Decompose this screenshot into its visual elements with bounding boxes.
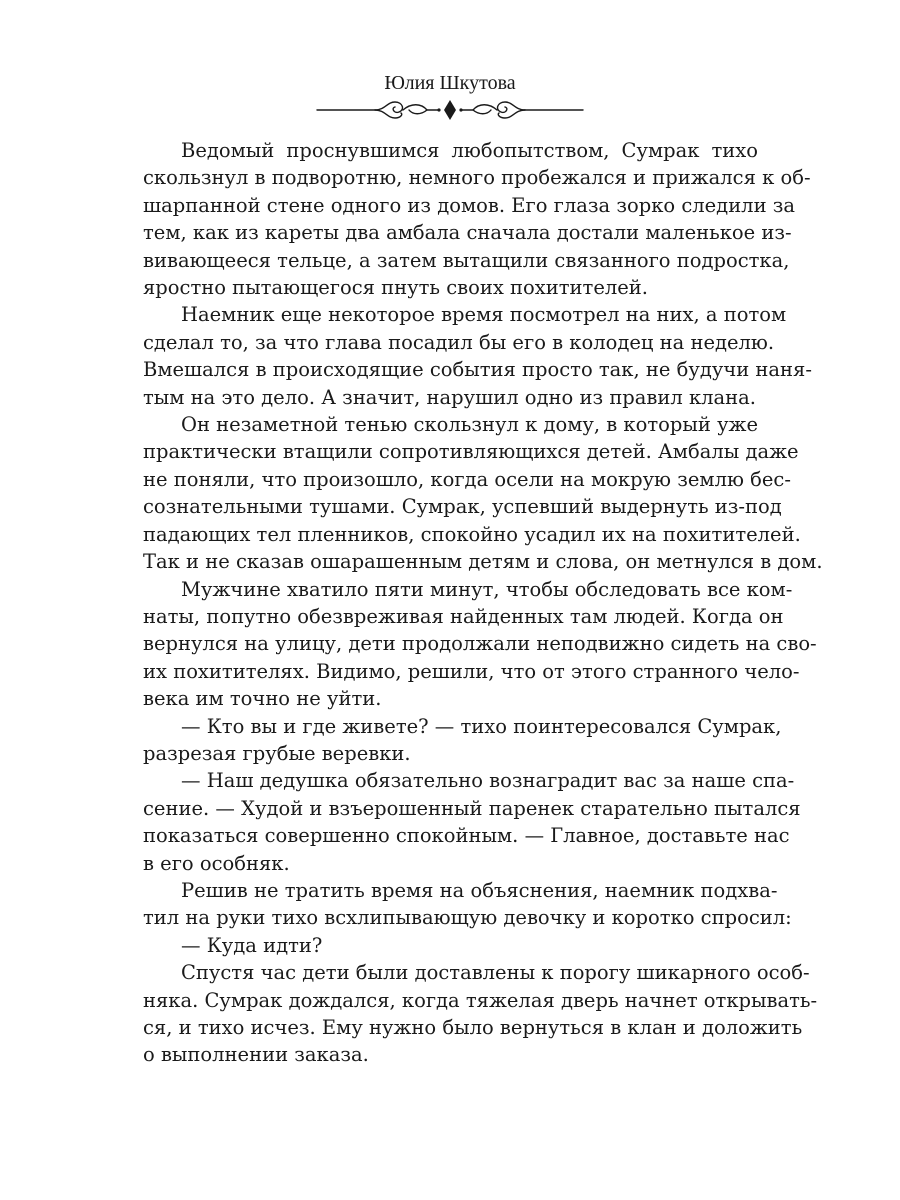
paragraph — [143, 713, 782, 768]
text-line: ся, и тихо исчез. Ему нужно было вернуться в клан и доложить — [143, 1016, 803, 1039]
paragraph — [143, 767, 801, 877]
text-line: наты, попутно обезвреживая найденных там людей. Когда он — [143, 604, 784, 628]
paragraph — [143, 137, 811, 301]
text-line: Он незаметной тенью скользнул к дому, в который уже — [181, 413, 759, 437]
text-line: тым на это дело. А значит, нарушил одно из правил клана. — [143, 385, 757, 409]
text-line: Вмешался в происходящие события просто так, не будучи наня- — [143, 358, 812, 382]
text-line: тем, как из кареты два амбала сначала достали маленькое из- — [143, 221, 792, 245]
running-head-author: Юлия Шкутова — [384, 72, 516, 94]
paragraph — [143, 932, 758, 959]
text-line: Так и не сказав ошарашенным детям и слова, он метнулся в дом. — [143, 550, 823, 574]
text-line: их похитителях. Видимо, решили, что от этого странного чело- — [143, 659, 800, 683]
text-line: сознательными тушами. Сумрак, успевший выдернуть из-под — [143, 495, 782, 519]
text-line: — Куда идти? — [181, 933, 323, 957]
text-line: няка. Сумрак дождался, когда тяжелая дверь начнет открывать- — [143, 988, 818, 1012]
body-text — [143, 137, 823, 1069]
text-line: шарпанной стене одного из домов. Его глаза зорко следили за — [143, 193, 796, 217]
paragraph — [143, 301, 812, 411]
text-line: тил на руки тихо всхлипывающую девочку и коротко спросил: — [143, 906, 792, 930]
paragraph — [143, 959, 818, 1069]
text-line: сение. — Худой и взъерошенный паренек старательно пытался — [143, 796, 801, 820]
paragraph — [143, 576, 817, 713]
text-line: о выполнении заказа. — [143, 1043, 369, 1067]
text-line: падающих тел пленников, спокойно усадил их на похитителей. — [143, 522, 801, 546]
text-line: века им точно не уйти. — [143, 687, 382, 711]
text-line: сделал то, за что глава посадил бы его в колодец на неделю. — [143, 330, 775, 354]
text-line: скользнул в подворотню, немного пробежался и прижался к об- — [143, 166, 811, 190]
text-line: — Кто вы и где живете? — тихо поинтересовался Сумрак, — [181, 714, 782, 738]
paragraph — [143, 877, 792, 932]
text-line: разрезая грубые веревки. — [143, 741, 411, 765]
text-line: вивающееся тельце, а затем вытащили связанного подростка, — [143, 248, 790, 272]
text-line: в его особняк. — [143, 851, 290, 875]
text-line: Мужчине хватило пяти минут, чтобы обследовать все ком- — [181, 577, 793, 601]
text-line: не поняли, что произошло, когда осели на мокрую землю бес- — [143, 467, 791, 491]
text-line: яростно пытающегося пнуть своих похитителей. — [143, 276, 648, 300]
text-line: — Наш дедушка обязательно вознаградит вас за наше спа- — [181, 769, 795, 793]
text-line: Спустя час дети были доставлены к порогу шикарного особ- — [181, 961, 810, 985]
text-line: Наемник еще некоторое время посмотрел на них, а потом — [181, 303, 787, 327]
text-line: вернулся на улицу, дети продолжали неподвижно сидеть на сво- — [143, 632, 817, 656]
text-line: Ведомый проснувшимся любопытством, Сумрак тихо — [181, 139, 758, 162]
text-line: показаться совершенно спокойным. — Главное, доставьте нас — [143, 824, 790, 848]
text-line: практически втащили сопротивляющихся детей. Амбалы даже — [143, 440, 799, 464]
ornament-divider-icon — [315, 97, 585, 123]
paragraph — [143, 411, 823, 575]
text-line: Решив не тратить время на объяснения, наемник подхва- — [181, 878, 778, 902]
